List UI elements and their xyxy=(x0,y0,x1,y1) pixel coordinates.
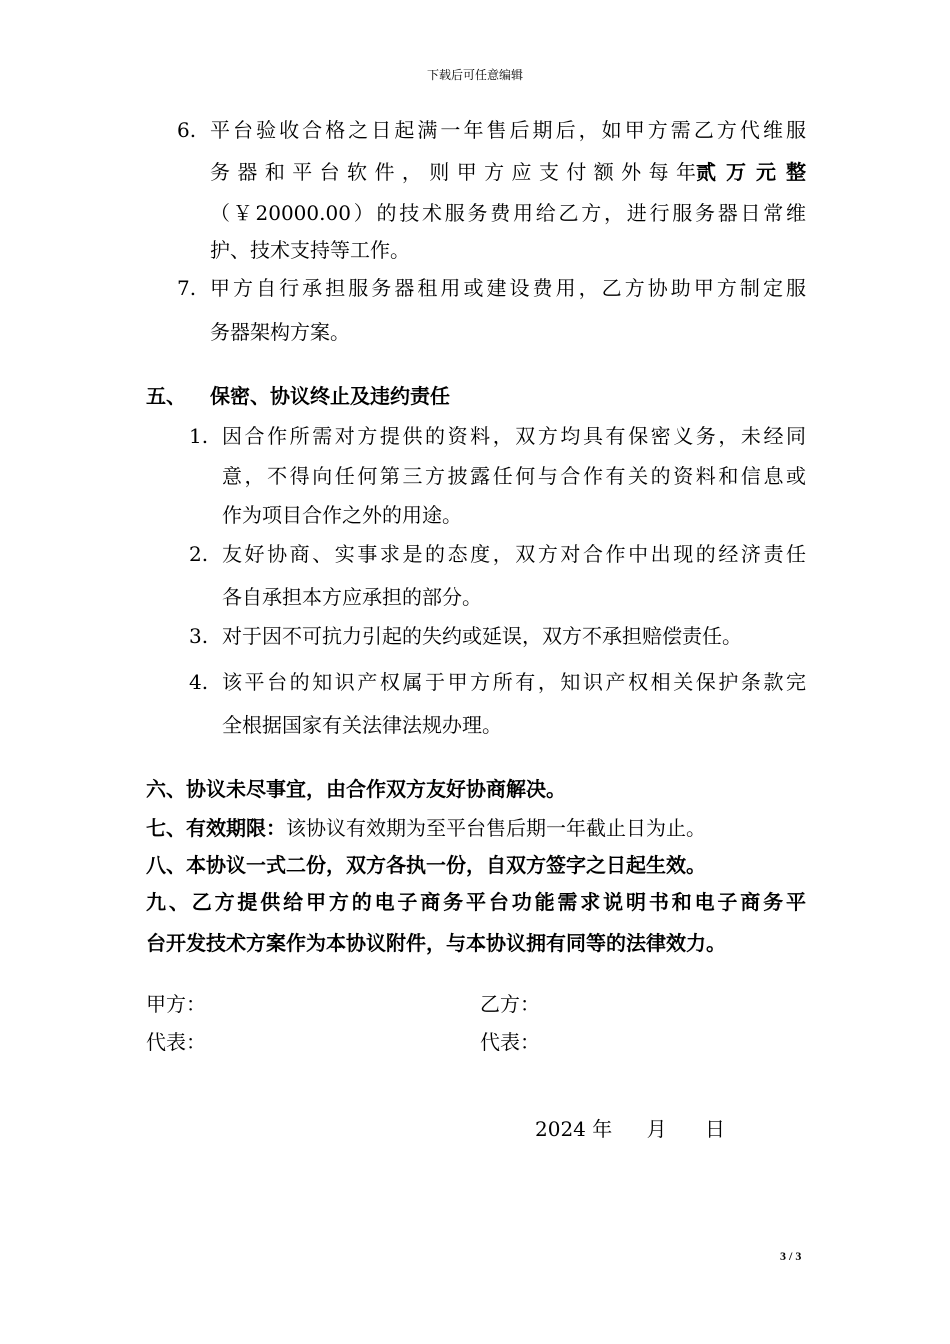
item-6-line-4: 护、技术支持等工作。 xyxy=(210,238,410,262)
page-header: 下载后可任意编辑 xyxy=(426,68,523,82)
clause-6: 六、协议未尽事宜，由合作双方友好协商解决。 xyxy=(146,777,566,801)
section-5-number: 五、 xyxy=(146,384,186,408)
s5-item-4-line-2: 全根据国家有关法律法规办理。 xyxy=(222,713,502,737)
item-7-line-2: 务器架构方案。 xyxy=(210,320,350,344)
s5-item-3-line-1: 对于因不可抗力引起的失约或延误，双方不承担赔偿责任。 xyxy=(222,624,742,648)
item-7-line-1: 甲方自行承担服务器租用或建设费用，乙方协助甲方制定服 xyxy=(210,276,806,300)
page-number: 3 / 3 xyxy=(780,1249,802,1263)
party-b-label: 乙方： xyxy=(480,992,540,1016)
s5-item-4-number: 4. xyxy=(189,670,209,694)
item-6-line-1: 平台验收合格之日起满一年售后期后，如甲方需乙方代维服 xyxy=(210,118,806,142)
s5-item-2-line-2: 各自承担本方应承担的部分。 xyxy=(222,585,482,609)
item-6-line-3: （￥20000.00）的技术服务费用给乙方，进行服务器日常维 xyxy=(210,201,806,225)
signature-date xyxy=(535,1115,725,1143)
clause-7-label: 七、有效期限： xyxy=(146,816,286,840)
item-6-line-2-row xyxy=(210,158,806,186)
s5-item-1-number: 1. xyxy=(189,424,209,448)
clause-7-text: 该协议有效期为至平台售后期一年截止日为止。 xyxy=(286,816,706,840)
item-7-number: 7. xyxy=(177,276,197,300)
clause-9-line-2: 台开发技术方案作为本协议附件，与本协议拥有同等的法律效力。 xyxy=(146,931,726,955)
s5-item-1-line-3: 作为项目合作之外的用途。 xyxy=(222,503,462,527)
item-6-number: 6. xyxy=(177,118,197,142)
date-day-unit: 日 xyxy=(704,1117,725,1141)
date-year: 2024 xyxy=(535,1117,586,1141)
s5-item-1-line-1: 因合作所需对方提供的资料，双方均具有保密义务，未经同 xyxy=(222,424,806,448)
s5-item-2-line-1: 友好协商、实事求是的态度，双方对合作中出现的经济责任 xyxy=(222,542,806,566)
date-month-unit: 月 xyxy=(646,1117,667,1141)
item-6-line-2: 务器和平台软件，则甲方应支付额外每年 xyxy=(210,160,696,184)
date-year-unit: 年 xyxy=(592,1117,613,1141)
rep-b-label: 代表： xyxy=(480,1030,540,1054)
section-5-title: 保密、协议终止及违约责任 xyxy=(210,384,450,408)
rep-a-label: 代表： xyxy=(146,1030,206,1054)
party-a-label: 甲方： xyxy=(146,992,206,1016)
s5-item-2-number: 2. xyxy=(189,542,209,566)
s5-item-4-line-1: 该平台的知识产权属于甲方所有，知识产权相关保护条款完 xyxy=(222,670,806,694)
clause-7 xyxy=(146,814,706,842)
s5-item-1-line-2: 意，不得向任何第三方披露任何与合作有关的资料和信息或 xyxy=(222,464,806,488)
clause-8: 八、本协议一式二份，双方各执一份，自双方签字之日起生效。 xyxy=(146,853,706,877)
clause-9-line-1: 九、乙方提供给甲方的电子商务平台功能需求说明书和电子商务平 xyxy=(146,890,806,914)
s5-item-3-number: 3. xyxy=(189,624,209,648)
item-6-amount-words: 贰万元整 xyxy=(696,160,806,184)
